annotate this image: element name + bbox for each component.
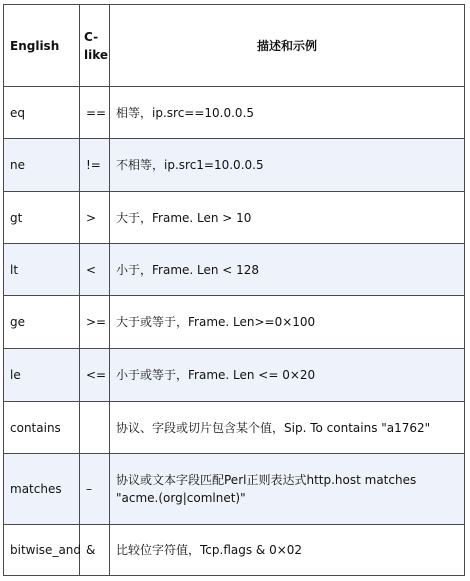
cell-english: bitwise_and: [4, 525, 80, 576]
table-row: [4, 402, 465, 454]
cell-description: 小于或等于，Frame. Len <= 0×20: [110, 349, 465, 402]
cell-english: le: [4, 349, 80, 402]
table-row: [4, 525, 465, 576]
table-row: [4, 139, 465, 192]
cell-description: 大于或等于，Frame. Len>=0×100: [110, 296, 465, 349]
cell-description: 相等，ip.src==10.0.0.5: [110, 87, 465, 139]
cell-description: 大于，Frame. Len > 10: [110, 192, 465, 244]
operators-table: [3, 4, 465, 576]
header-row: [4, 5, 465, 87]
cell-description: 不相等，ip.src1=10.0.0.5: [110, 139, 465, 192]
table-row: [4, 244, 465, 296]
cell-clike: >=: [80, 296, 110, 349]
cell-clike: &: [80, 525, 110, 576]
cell-clike: [80, 402, 110, 454]
header-description: 描述和示例: [110, 5, 465, 87]
table-row: [4, 192, 465, 244]
cell-english: matches: [4, 454, 80, 525]
cell-clike: –: [80, 454, 110, 525]
cell-english: ne: [4, 139, 80, 192]
header-clike: C-like: [80, 5, 110, 87]
cell-english: eq: [4, 87, 80, 139]
table-row: [4, 349, 465, 402]
cell-description: 协议、字段或切片包含某个值，Sip. To contains "a1762": [110, 402, 465, 454]
cell-description: 协议或文本字段匹配Perl正则表达式http.host matches "acme.(org|comlnet)": [110, 454, 465, 525]
table-row: [4, 454, 465, 525]
cell-english: lt: [4, 244, 80, 296]
cell-clike: <=: [80, 349, 110, 402]
cell-english: contains: [4, 402, 80, 454]
table-row: [4, 296, 465, 349]
table-row: [4, 87, 465, 139]
cell-clike: ==: [80, 87, 110, 139]
cell-english: gt: [4, 192, 80, 244]
cell-description: 比较位字符值，Tcp.flags & 0×02: [110, 525, 465, 576]
cell-description: 小于，Frame. Len < 128: [110, 244, 465, 296]
cell-clike: >: [80, 192, 110, 244]
cell-clike: !=: [80, 139, 110, 192]
cell-clike: <: [80, 244, 110, 296]
header-english: English: [4, 5, 80, 87]
cell-english: ge: [4, 296, 80, 349]
